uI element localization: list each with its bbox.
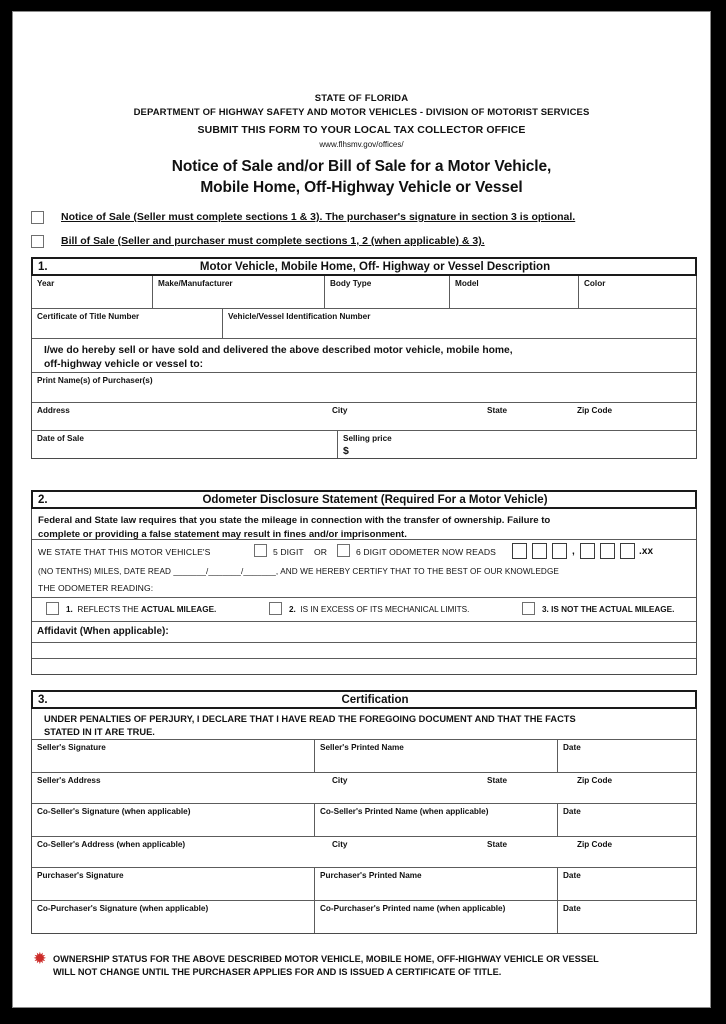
seller-zip-label: Zip Code [577, 776, 613, 785]
purchaser-names-row[interactable] [32, 372, 696, 402]
section-1 [31, 257, 697, 459]
ownership-notice-line-2: WILL NOT CHANGE UNTIL THE PURCHASER APPLIES FOR AND IS ISSUED A CERTIFICATE OF TITLE. [53, 966, 502, 977]
ownership-notice-line-1: OWNERSHIP STATUS FOR THE ABOVE DESCRIBED MOTOR VEHICLE, MOBILE HOME, OFF-HIGHWAY VEHICLE OR VESSEL [53, 954, 599, 964]
selling-price-label: Selling price [343, 434, 392, 443]
co-seller-date-label: Date [563, 807, 581, 816]
purchaser-zip-label: Zip Code [577, 406, 613, 415]
ownership-status-text [53, 953, 599, 978]
year-label: Year [37, 279, 55, 288]
mileage-choice-3-label [542, 605, 674, 614]
seller-state-label: State [487, 776, 508, 785]
co-purchaser-signature-row [32, 900, 696, 933]
selling-price-cell[interactable] [337, 431, 696, 458]
odometer-decimal-suffix: .xx [639, 546, 654, 557]
odometer-intro-text: WE STATE THAT THIS MOTOR VEHICLE'S [38, 547, 211, 557]
co-seller-signature-cell[interactable] [32, 804, 314, 836]
asterisk-icon: ✹ [34, 950, 46, 966]
purchaser-address-label: Address [37, 406, 70, 415]
odometer-reading-label-line [32, 582, 696, 596]
affidavit-blank-line-1[interactable] [32, 642, 696, 658]
odometer-digit-5[interactable] [600, 543, 615, 559]
odometer-digit-4[interactable] [580, 543, 595, 559]
purchaser-signature-label: Purchaser's Signature [37, 871, 124, 880]
model-label: Model [455, 279, 479, 288]
section-2-table [31, 509, 697, 675]
affidavit-row[interactable] [32, 621, 696, 642]
make-cell[interactable] [152, 276, 324, 308]
odometer-digit-2[interactable] [532, 543, 547, 559]
odometer-6digit-label: 6 DIGIT ODOMETER NOW READS [356, 547, 496, 557]
agency-url: www.flhsmv.gov/offices/ [319, 140, 404, 149]
federal-notice-row [32, 509, 696, 539]
model-cell[interactable] [449, 276, 578, 308]
odometer-digit-3[interactable] [552, 543, 567, 559]
odometer-5digit-checkbox[interactable] [254, 544, 267, 557]
purchaser-address-row[interactable] [32, 402, 696, 430]
certificate-of-title-cell[interactable] [32, 309, 222, 338]
odometer-digit-1[interactable] [512, 543, 527, 559]
purchaser-date-label: Date [563, 871, 581, 880]
odometer-reading-label: THE ODOMETER READING: [38, 583, 154, 593]
section-3 [31, 690, 697, 934]
federal-notice-line-1: Federal and State law requires that you state the mileage in connection with the transfer of ownership. Failure to [38, 515, 551, 526]
notice-of-sale-checkbox[interactable] [31, 211, 44, 224]
form-title-line-1: Notice of Sale and/or Bill of Sale for a Motor Vehicle, [171, 158, 552, 175]
purchaser-signature-row [32, 867, 696, 900]
affidavit-blank-line-2[interactable] [32, 658, 696, 674]
co-purchaser-date-label: Date [563, 904, 581, 913]
odometer-date-read-line [32, 562, 696, 582]
seller-signature-row [32, 739, 696, 772]
notice-of-sale-label: Notice of Sale (Seller must complete sections 1 & 3). The purchaser's signature in section 3 is optional. [61, 211, 576, 223]
section-3-table [31, 709, 697, 934]
co-seller-zip-label: Zip Code [577, 840, 613, 849]
odometer-6digit-checkbox[interactable] [337, 544, 350, 557]
year-cell[interactable] [32, 276, 152, 308]
section-2 [31, 490, 697, 675]
mileage-choice-1-number: 1. [66, 605, 73, 614]
section-1-header [31, 257, 697, 276]
submit-instruction-line: SUBMIT THIS FORM TO YOUR LOCAL TAX COLLECTOR OFFICE [197, 124, 526, 136]
purchaser-city-label: City [332, 406, 348, 415]
seller-signature-cell[interactable] [32, 740, 314, 772]
mileage-choices-row [32, 597, 696, 621]
co-seller-date-cell[interactable] [557, 804, 696, 836]
odometer-statement-row [32, 539, 696, 597]
mileage-choice-1-emphasis: ACTUAL MILEAGE. [140, 605, 217, 614]
bill-of-sale-checkbox[interactable] [31, 235, 44, 248]
perjury-statement-row [32, 709, 696, 739]
perjury-line-2: STATED IN IT ARE TRUE. [44, 727, 155, 737]
mileage-choice-3-number: 3. [542, 605, 549, 614]
section-2-number: 2. [38, 494, 48, 506]
sell-statement-line-1: I/we do hereby sell or have sold and delivered the above described motor vehicle, mobile home, [44, 345, 513, 356]
seller-printed-name-cell[interactable] [314, 740, 557, 772]
mileage-choice-2-label [289, 605, 469, 614]
seller-printed-name-label: Seller's Printed Name [320, 743, 404, 752]
vehicle-description-row [32, 276, 696, 308]
body-type-label: Body Type [330, 279, 372, 288]
mileage-choice-1-checkbox[interactable] [46, 602, 59, 615]
option-notice-of-sale[interactable] [31, 210, 696, 227]
section-2-header [31, 490, 697, 509]
mileage-choice-2-text: IS IN EXCESS OF ITS MECHANICAL LIMITS. [300, 605, 470, 614]
perjury-line-1: UNDER PENALTIES OF PERJURY, I DECLARE THAT I HAVE READ THE FOREGOING DOCUMENT AND THAT THE FACTS [44, 714, 576, 724]
odometer-comma: , [572, 546, 575, 557]
seller-signature-label: Seller's Signature [37, 743, 106, 752]
seller-city-label: City [332, 776, 348, 785]
form-page [12, 11, 711, 1008]
co-seller-signature-row [32, 803, 696, 836]
purchaser-state-label: State [487, 406, 508, 415]
co-seller-city-label: City [332, 840, 348, 849]
body-type-cell[interactable] [324, 276, 449, 308]
sell-statement-row [32, 338, 696, 372]
bill-of-sale-label: Bill of Sale (Seller and purchaser must complete sections 1, 2 (when applicable) & 3). [61, 235, 485, 247]
purchaser-signature-cell[interactable] [32, 868, 314, 900]
date-of-sale-label: Date of Sale [37, 434, 84, 443]
mileage-choice-1-text: REFLECTS THE [77, 605, 141, 614]
co-seller-signature-label: Co-Seller's Signature (when applicable) [37, 807, 191, 816]
seller-address-row[interactable] [32, 772, 696, 803]
perjury-statement-text [32, 709, 696, 743]
co-seller-address-row[interactable] [32, 836, 696, 867]
co-purchaser-signature-label: Co-Purchaser's Signature (when applicable) [37, 904, 209, 913]
make-label: Make/Manufacturer [158, 279, 233, 288]
seller-address-label: Seller's Address [37, 776, 101, 785]
sell-statement-text [32, 339, 696, 375]
mileage-choice-3-checkbox[interactable] [522, 602, 535, 615]
section-3-header [31, 690, 697, 709]
purchaser-date-cell[interactable] [557, 868, 696, 900]
odometer-digit-6[interactable] [620, 543, 635, 559]
co-purchaser-signature-cell[interactable] [32, 901, 314, 933]
mileage-choice-2-number: 2. [289, 605, 296, 614]
co-purchaser-printed-name-cell[interactable] [314, 901, 557, 933]
date-of-sale-cell[interactable] [32, 431, 337, 458]
section-1-table [31, 276, 697, 459]
section-3-title: Certification [341, 694, 409, 706]
purchaser-printed-name-cell[interactable] [314, 868, 557, 900]
color-label: Color [584, 279, 606, 288]
co-purchaser-date-cell[interactable] [557, 901, 696, 933]
co-seller-printed-name-label: Co-Seller's Printed Name (when applicable) [320, 807, 489, 816]
vin-label: Vehicle/Vessel Identification Number [228, 312, 371, 321]
mileage-choice-1-label [66, 605, 216, 614]
co-purchaser-printed-name-label: Co-Purchaser's Printed name (when applicable) [320, 904, 506, 913]
co-seller-address-label: Co-Seller's Address (when applicable) [37, 840, 186, 849]
mileage-choice-3-emphasis: IS NOT THE ACTUAL MILEAGE. [551, 605, 675, 614]
seller-date-label: Date [563, 743, 581, 752]
form-title-line-2: Mobile Home, Off-Highway Vehicle or Vessel [200, 179, 523, 196]
section-2-title: Odometer Disclosure Statement (Required For a Motor Vehicle) [202, 494, 548, 506]
section-3-number: 3. [38, 694, 48, 706]
odometer-date-read-text: (NO TENTHS) MILES, DATE READ _______/_______/_______, AND WE HEREBY CERTIFY THAT TO THE BEST OF OUR KNOWLEDGE [38, 567, 559, 576]
federal-notice-line-2: complete or providing a false statement may result in fines and/or imprisonment. [38, 529, 407, 540]
purchaser-names-label: Print Name(s) of Purchaser(s) [37, 376, 153, 385]
odometer-5digit-label: 5 DIGIT [273, 547, 304, 557]
color-cell[interactable] [578, 276, 696, 308]
vin-cell[interactable] [222, 309, 696, 338]
section-1-number: 1. [38, 261, 48, 273]
co-seller-printed-name-cell[interactable] [314, 804, 557, 836]
sale-date-price-row [32, 430, 696, 458]
option-bill-of-sale[interactable] [31, 234, 696, 251]
co-seller-state-label: State [487, 840, 508, 849]
odometer-reads-line [32, 542, 696, 562]
currency-symbol: $ [343, 445, 349, 457]
purchaser-printed-name-label: Purchaser's Printed Name [320, 871, 422, 880]
agency-department-line: DEPARTMENT OF HIGHWAY SAFETY AND MOTOR VEHICLES - DIVISION OF MOTORIST SERVICES [133, 107, 590, 118]
mileage-choice-2-checkbox[interactable] [269, 602, 282, 615]
seller-date-cell[interactable] [557, 740, 696, 772]
odometer-or-label: OR [314, 547, 328, 557]
affidavit-label: Affidavit (When applicable): [37, 626, 169, 637]
certificate-of-title-label: Certificate of Title Number [37, 312, 140, 321]
agency-state-line: STATE OF FLORIDA [314, 93, 409, 104]
sell-statement-line-2: off-highway vehicle or vessel to: [44, 358, 204, 370]
title-vin-row [32, 308, 696, 338]
section-1-title: Motor Vehicle, Mobile Home, Off- Highway or Vessel Description [199, 261, 551, 273]
